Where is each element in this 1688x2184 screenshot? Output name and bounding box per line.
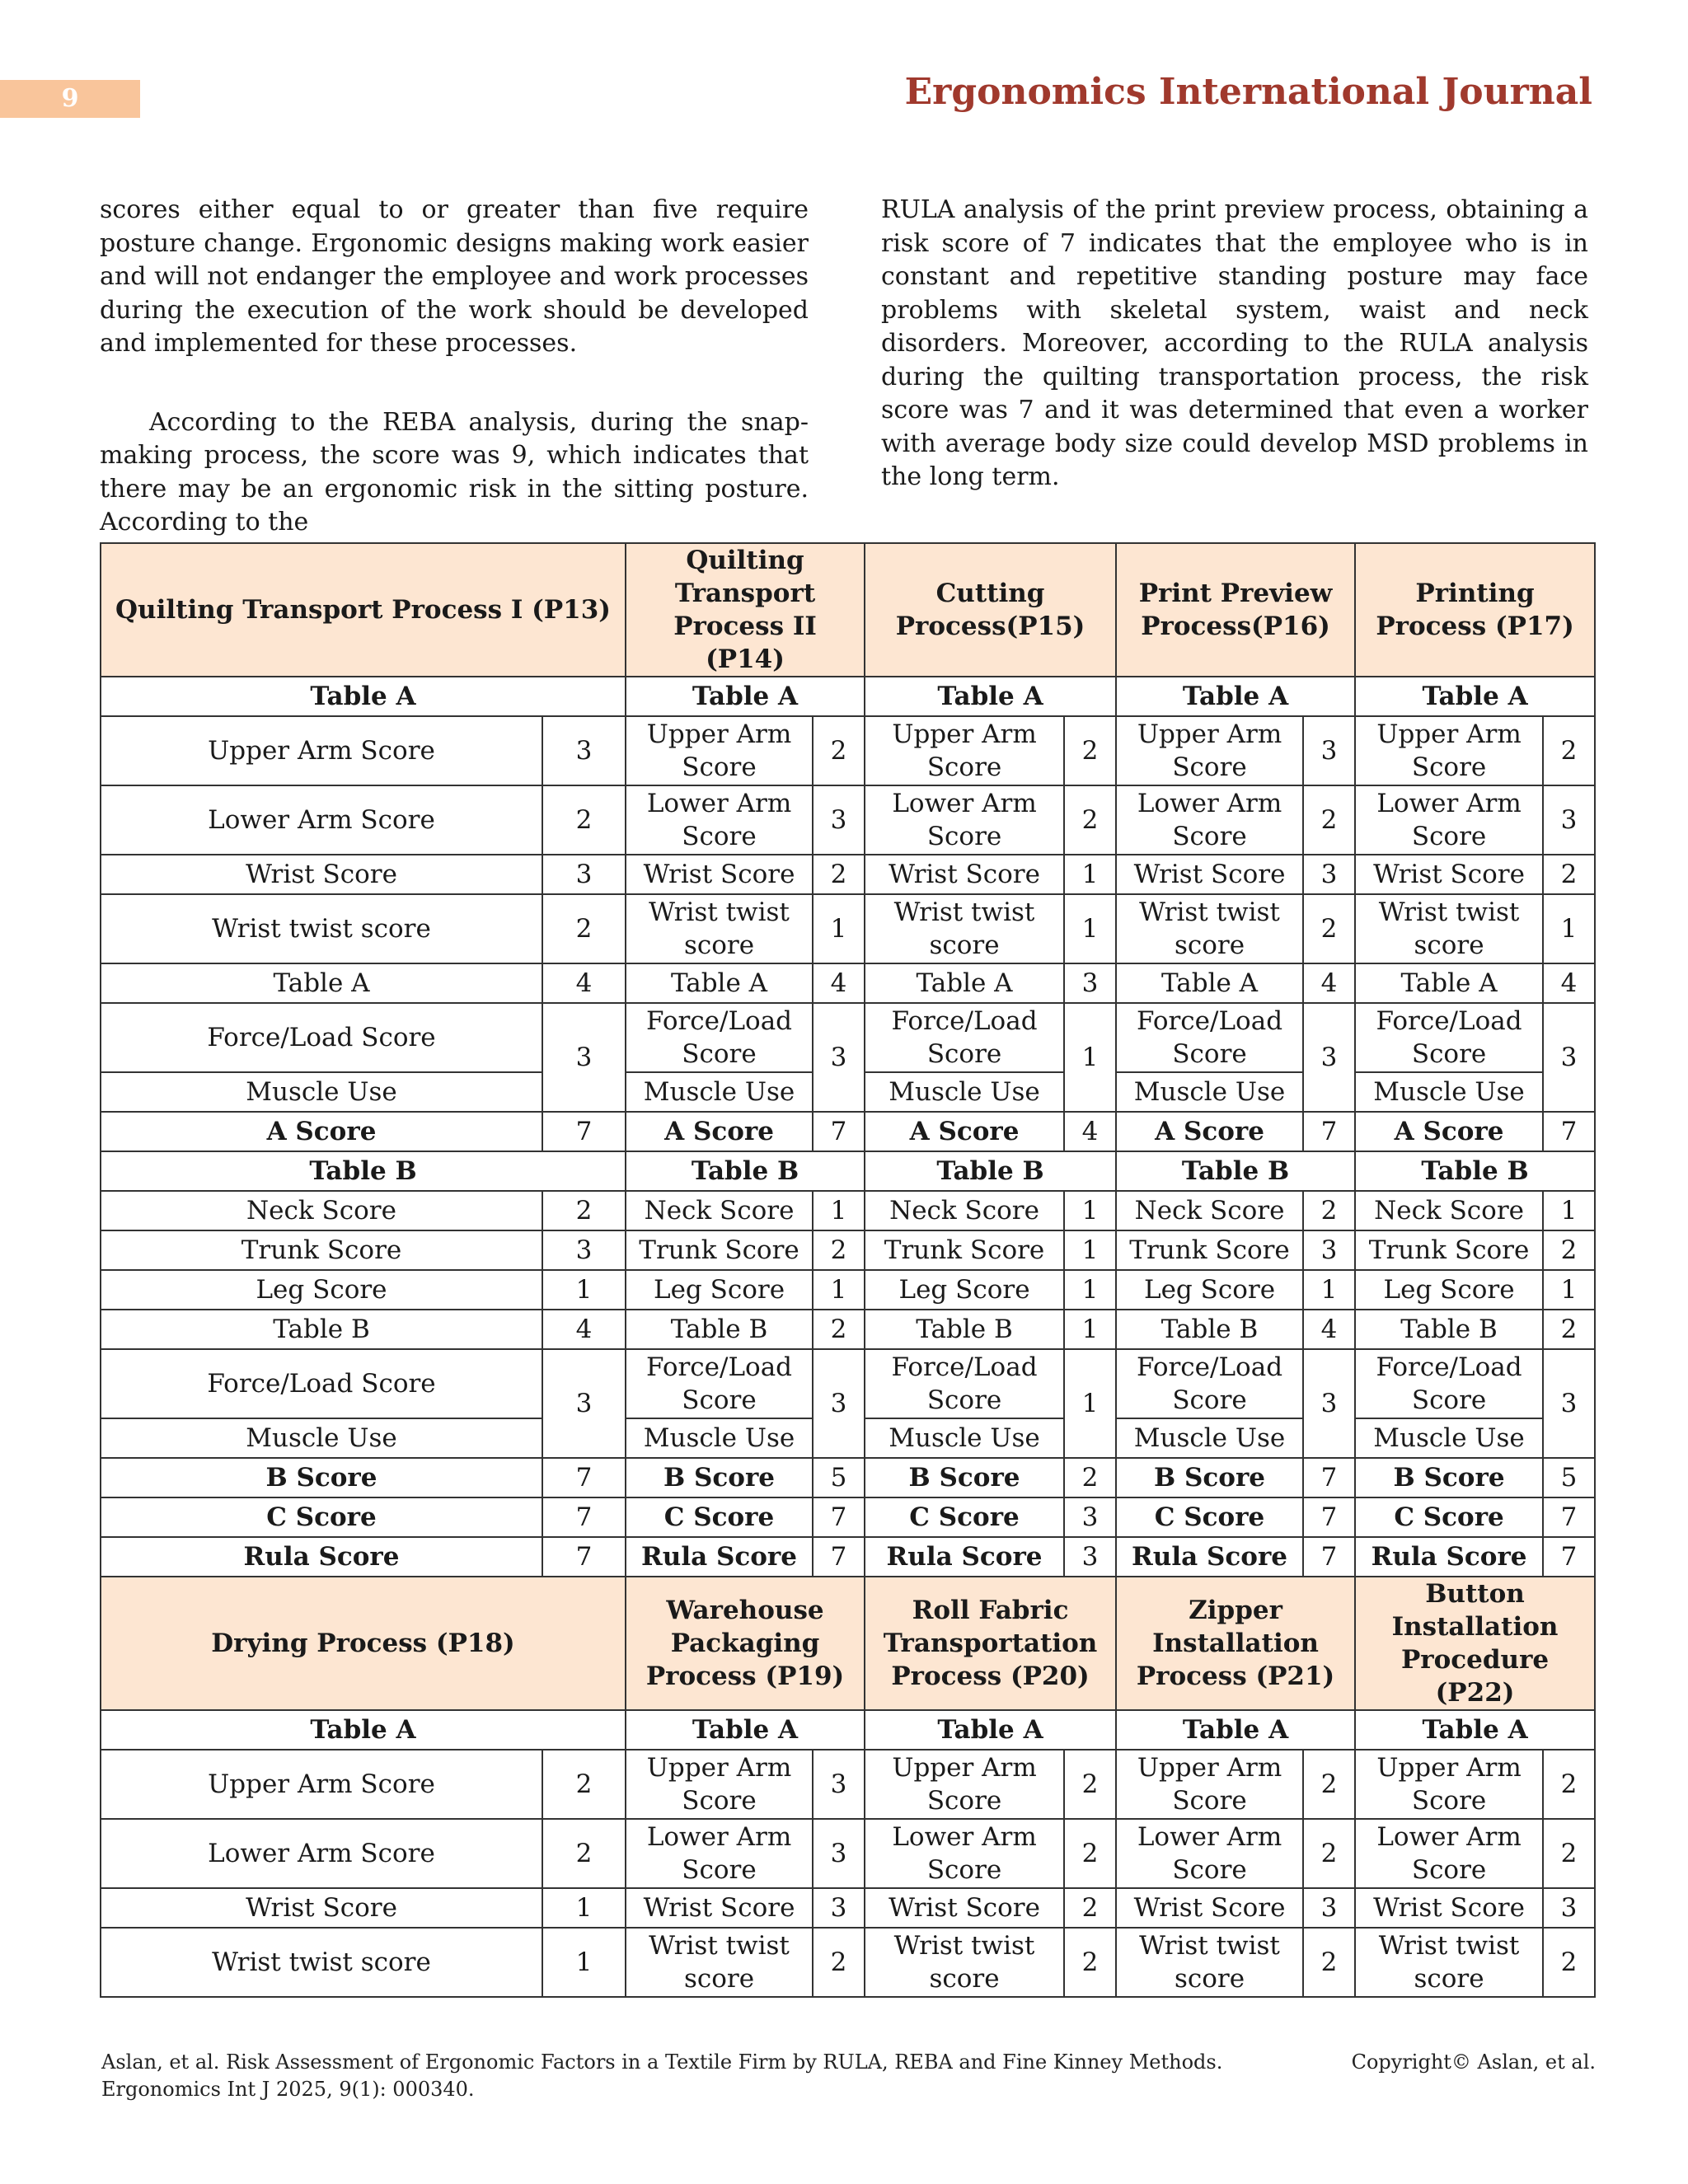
score-value: 1: [542, 1888, 626, 1928]
table-row: [101, 677, 1595, 716]
score-value: 3: [1064, 1497, 1116, 1537]
score-value: 2: [1303, 1928, 1355, 1997]
score-value: 7: [813, 1497, 865, 1537]
score-label: Table B: [101, 1310, 542, 1349]
score-value: 7: [1303, 1112, 1355, 1151]
score-value: 4: [1303, 1310, 1355, 1349]
score-value: 7: [1303, 1537, 1355, 1577]
score-label: Muscle Use: [865, 1418, 1064, 1458]
footer-copyright: Copyright© Aslan, et al.: [1351, 2050, 1596, 2074]
score-label: Lower Arm Score: [101, 785, 542, 855]
score-label: Neck Score: [1355, 1191, 1543, 1230]
score-value: 3: [1303, 1003, 1355, 1112]
score-value: 3: [1303, 716, 1355, 785]
score-value: 7: [542, 1497, 626, 1537]
score-value: 7: [1543, 1497, 1595, 1537]
score-value: 1: [1543, 1191, 1595, 1230]
score-label: Upper Arm Score: [1116, 1750, 1303, 1819]
process-header: Cutting Process(P15): [865, 543, 1116, 677]
score-label: A Score: [865, 1112, 1064, 1151]
table-row: [101, 1310, 1595, 1349]
score-label: Upper Arm Score: [626, 716, 813, 785]
score-value: 2: [1064, 1458, 1116, 1497]
score-value: 3: [813, 1349, 865, 1458]
score-value: 2: [1303, 1750, 1355, 1819]
table-row: [101, 1458, 1595, 1497]
score-value: 2: [1303, 894, 1355, 963]
score-label: Neck Score: [865, 1191, 1064, 1230]
score-label: Wrist twist score: [1116, 1928, 1303, 1997]
score-value: 2: [542, 1191, 626, 1230]
score-label: Force/Load Score: [865, 1349, 1064, 1418]
score-value: 4: [1064, 1112, 1116, 1151]
table-row: [101, 1928, 1595, 1997]
score-label: Muscle Use: [101, 1072, 542, 1112]
score-label: C Score: [1116, 1497, 1303, 1537]
score-label: Table B: [865, 1310, 1064, 1349]
score-value: 7: [813, 1112, 865, 1151]
table-row: [101, 1888, 1595, 1928]
score-label: Lower Arm Score: [626, 1819, 813, 1888]
score-value: 7: [1303, 1458, 1355, 1497]
score-value: 2: [1303, 785, 1355, 855]
score-label: Trunk Score: [101, 1230, 542, 1270]
score-value: 2: [813, 1310, 865, 1349]
score-label: Table B: [1116, 1310, 1303, 1349]
table-row: [101, 785, 1595, 855]
score-value: 2: [813, 1928, 865, 1997]
score-value: 3: [813, 1003, 865, 1112]
score-label: Rula Score: [1355, 1537, 1543, 1577]
right-column: [881, 194, 1588, 494]
score-label: Upper Arm Score: [1355, 716, 1543, 785]
score-label: A Score: [1116, 1112, 1303, 1151]
score-label: Table A: [865, 963, 1064, 1003]
score-value: 3: [1303, 1349, 1355, 1458]
score-label: Force/Load Score: [101, 1003, 542, 1072]
score-value: 2: [1064, 1928, 1116, 1997]
score-value: 3: [1543, 1349, 1595, 1458]
score-label: Wrist twist score: [1355, 894, 1543, 963]
score-value: 4: [1303, 963, 1355, 1003]
score-value: 3: [542, 1230, 626, 1270]
score-label: Wrist twist score: [865, 894, 1064, 963]
score-label: Muscle Use: [865, 1072, 1064, 1112]
score-label: Muscle Use: [1116, 1072, 1303, 1112]
section-label: Table A: [101, 677, 626, 716]
score-value: 3: [542, 1003, 626, 1112]
section-label: Table A: [1355, 1710, 1595, 1750]
table-row: [101, 963, 1595, 1003]
score-label: Neck Score: [1116, 1191, 1303, 1230]
score-label: Wrist twist score: [865, 1928, 1064, 1997]
score-label: Lower Arm Score: [865, 1819, 1064, 1888]
section-label: Table A: [865, 677, 1116, 716]
score-label: Wrist Score: [626, 1888, 813, 1928]
score-label: C Score: [1355, 1497, 1543, 1537]
score-label: Muscle Use: [1355, 1418, 1543, 1458]
score-value: 2: [1303, 1819, 1355, 1888]
score-label: B Score: [1355, 1458, 1543, 1497]
table-row: [101, 1230, 1595, 1270]
score-value: 2: [542, 1819, 626, 1888]
score-value: 3: [1543, 1888, 1595, 1928]
score-label: Force/Load Score: [101, 1349, 542, 1418]
score-label: Wrist twist score: [626, 894, 813, 963]
score-value: 7: [1543, 1112, 1595, 1151]
score-value: 3: [1543, 785, 1595, 855]
journal-title: Ergonomics International Journal: [904, 71, 1592, 113]
body-paragraph: RULA analysis of the print preview process, obtaining a risk score of 7 indicates that the employee who is in constant and repetitive standing posture may face problems with skeletal system, waist and neck disorders. Moreover, according to the RULA analysis during the quilting transportation process, the risk score was 7 and it was determined that even a worker with average body size could develop MSD problems in the long term.: [881, 195, 1588, 491]
score-value: 1: [1064, 1270, 1116, 1310]
score-label: Force/Load Score: [626, 1003, 813, 1072]
score-label: B Score: [1116, 1458, 1303, 1497]
score-label: Upper Arm Score: [1116, 716, 1303, 785]
score-value: 2: [542, 785, 626, 855]
score-value: 5: [1543, 1458, 1595, 1497]
score-label: Lower Arm Score: [1116, 1819, 1303, 1888]
table-row: [101, 855, 1595, 894]
citation-text: Aslan, et al. Risk Assessment of Ergonomic Factors in a Textile Firm by RULA, REBA and Fine Kinney Methods.: [101, 2050, 1223, 2074]
score-label: Force/Load Score: [1116, 1349, 1303, 1418]
score-label: Force/Load Score: [865, 1003, 1064, 1072]
score-label: Lower Arm Score: [1355, 1819, 1543, 1888]
journal-reference: Ergonomics Int J 2025, 9(1): 000340.: [101, 2078, 475, 2101]
score-value: 3: [542, 855, 626, 894]
process-header: Warehouse Packaging Process (P19): [626, 1577, 865, 1710]
score-value: 1: [1064, 1191, 1116, 1230]
score-value: 1: [1064, 1349, 1116, 1458]
score-value: 4: [1543, 963, 1595, 1003]
score-label: Muscle Use: [1355, 1072, 1543, 1112]
score-label: Rula Score: [101, 1537, 542, 1577]
score-value: 2: [542, 894, 626, 963]
process-header: Printing Process (P17): [1355, 543, 1595, 677]
page-number: 9: [0, 80, 140, 118]
score-label: Lower Arm Score: [1116, 785, 1303, 855]
score-label: Upper Arm Score: [865, 716, 1064, 785]
score-value: 1: [1064, 855, 1116, 894]
score-label: Upper Arm Score: [101, 1750, 542, 1819]
score-value: 4: [542, 1310, 626, 1349]
table-row: [101, 1003, 1595, 1072]
score-label: B Score: [626, 1458, 813, 1497]
table-row: [101, 1537, 1595, 1577]
score-label: Muscle Use: [101, 1418, 542, 1458]
score-label: Table A: [101, 963, 542, 1003]
score-label: C Score: [865, 1497, 1064, 1537]
score-value: 2: [1543, 1310, 1595, 1349]
score-label: B Score: [865, 1458, 1064, 1497]
score-label: Trunk Score: [626, 1230, 813, 1270]
left-column: [100, 194, 809, 540]
score-value: 1: [1064, 1003, 1116, 1112]
process-header: Drying Process (P18): [101, 1577, 626, 1710]
table-row: [101, 1112, 1595, 1151]
score-label: Leg Score: [865, 1270, 1064, 1310]
score-label: C Score: [101, 1497, 542, 1537]
table-row: [101, 1349, 1595, 1418]
score-label: Leg Score: [1355, 1270, 1543, 1310]
score-label: Force/Load Score: [626, 1349, 813, 1418]
score-label: Wrist Score: [865, 855, 1064, 894]
score-label: Muscle Use: [626, 1418, 813, 1458]
score-value: 3: [542, 1349, 626, 1458]
table-row: [101, 1710, 1595, 1750]
process-header: Quilting Transport Process I (P13): [101, 543, 626, 677]
score-label: Wrist Score: [101, 1888, 542, 1928]
score-label: Wrist Score: [1355, 1888, 1543, 1928]
score-label: Lower Arm Score: [101, 1819, 542, 1888]
score-value: 2: [813, 855, 865, 894]
section-label: Table B: [1116, 1151, 1355, 1191]
process-header: Quilting Transport Process II (P14): [626, 543, 865, 677]
score-value: 7: [1543, 1537, 1595, 1577]
score-label: Leg Score: [101, 1270, 542, 1310]
ergonomic-score-table: [100, 542, 1596, 1998]
score-value: 2: [1064, 1750, 1116, 1819]
score-value: 2: [1543, 855, 1595, 894]
score-label: Force/Load Score: [1355, 1003, 1543, 1072]
table-row: [101, 1270, 1595, 1310]
score-value: 2: [542, 1750, 626, 1819]
table-row: [101, 1151, 1595, 1191]
score-label: Table B: [626, 1310, 813, 1349]
score-value: 1: [1543, 1270, 1595, 1310]
section-label: Table B: [1355, 1151, 1595, 1191]
score-label: A Score: [626, 1112, 813, 1151]
score-value: 3: [813, 1888, 865, 1928]
score-value: 2: [1543, 716, 1595, 785]
section-label: Table A: [1116, 1710, 1355, 1750]
score-label: Wrist Score: [626, 855, 813, 894]
table-row: [101, 1191, 1595, 1230]
score-value: 2: [1303, 1191, 1355, 1230]
score-label: Upper Arm Score: [626, 1750, 813, 1819]
score-value: 3: [1303, 855, 1355, 894]
score-value: 3: [813, 1819, 865, 1888]
table-row: [101, 1750, 1595, 1819]
score-label: Wrist twist score: [626, 1928, 813, 1997]
score-value: 7: [542, 1537, 626, 1577]
score-value: 1: [813, 1191, 865, 1230]
score-value: 1: [1064, 894, 1116, 963]
process-header: Roll Fabric Transportation Process (P20): [865, 1577, 1116, 1710]
score-label: Wrist Score: [1116, 855, 1303, 894]
score-value: 2: [1064, 785, 1116, 855]
score-label: Lower Arm Score: [865, 785, 1064, 855]
score-label: Trunk Score: [1355, 1230, 1543, 1270]
score-label: Muscle Use: [626, 1072, 813, 1112]
score-value: 3: [1064, 963, 1116, 1003]
score-value: 4: [813, 963, 865, 1003]
section-label: Table A: [1116, 677, 1355, 716]
section-label: Table A: [626, 1710, 865, 1750]
section-label: Table A: [1355, 677, 1595, 716]
score-label: C Score: [626, 1497, 813, 1537]
score-value: 3: [1064, 1537, 1116, 1577]
score-value: 1: [1064, 1230, 1116, 1270]
process-header: Print Preview Process(P16): [1116, 543, 1355, 677]
score-value: 3: [813, 1750, 865, 1819]
score-label: Rula Score: [865, 1537, 1064, 1577]
score-label: Muscle Use: [1116, 1418, 1303, 1458]
score-value: 2: [1064, 1819, 1116, 1888]
score-value: 1: [813, 1270, 865, 1310]
score-label: Table B: [1355, 1310, 1543, 1349]
table-row: [101, 1497, 1595, 1537]
section-label: Table B: [865, 1151, 1116, 1191]
score-value: 5: [813, 1458, 865, 1497]
section-label: Table A: [101, 1710, 626, 1750]
score-label: Trunk Score: [1116, 1230, 1303, 1270]
score-value: 2: [813, 1230, 865, 1270]
score-label: Lower Arm Score: [1355, 785, 1543, 855]
score-label: Table A: [1355, 963, 1543, 1003]
score-label: Rula Score: [626, 1537, 813, 1577]
score-label: Wrist Score: [1116, 1888, 1303, 1928]
score-label: A Score: [101, 1112, 542, 1151]
score-label: Neck Score: [101, 1191, 542, 1230]
footer-citation: [101, 2049, 1255, 2103]
score-label: B Score: [101, 1458, 542, 1497]
score-value: 1: [813, 894, 865, 963]
body-paragraph: According to the REBA analysis, during the snap-making process, the score was 9, which indicates that there may be an ergonomic risk in the sitting posture. According to the: [100, 407, 809, 537]
score-value: 3: [1543, 1003, 1595, 1112]
section-label: Table A: [865, 1710, 1116, 1750]
score-label: Table A: [1116, 963, 1303, 1003]
score-value: 2: [1543, 1819, 1595, 1888]
section-label: Table B: [101, 1151, 626, 1191]
body-paragraph: scores either equal to or greater than five require posture change. Ergonomic designs making work easier and will not endanger the employee and work processes during the execution of the work should be developed and implemented for these processes.: [100, 195, 809, 358]
score-label: Upper Arm Score: [101, 716, 542, 785]
score-label: Wrist twist score: [1355, 1928, 1543, 1997]
section-label: Table A: [626, 677, 865, 716]
score-label: Lower Arm Score: [626, 785, 813, 855]
score-label: Wrist Score: [865, 1888, 1064, 1928]
table-row: [101, 1577, 1595, 1710]
score-value: 1: [1064, 1310, 1116, 1349]
score-value: 2: [1543, 1230, 1595, 1270]
process-header: Button Installation Procedure (P22): [1355, 1577, 1595, 1710]
score-value: 1: [1543, 894, 1595, 963]
table-row: [101, 716, 1595, 785]
table-row: [101, 543, 1595, 677]
score-value: 2: [813, 716, 865, 785]
score-value: 1: [542, 1270, 626, 1310]
score-label: Trunk Score: [865, 1230, 1064, 1270]
score-value: 2: [1543, 1750, 1595, 1819]
table-row: [101, 1819, 1595, 1888]
score-label: Wrist Score: [1355, 855, 1543, 894]
score-label: Neck Score: [626, 1191, 813, 1230]
score-value: 7: [542, 1458, 626, 1497]
score-label: A Score: [1355, 1112, 1543, 1151]
section-label: Table B: [626, 1151, 865, 1191]
score-value: 7: [1303, 1497, 1355, 1537]
score-value: 7: [813, 1537, 865, 1577]
score-value: 1: [1303, 1270, 1355, 1310]
score-value: 2: [1064, 1888, 1116, 1928]
score-value: 4: [542, 963, 626, 1003]
score-value: 3: [542, 716, 626, 785]
table-row: [101, 894, 1595, 963]
score-label: Table A: [626, 963, 813, 1003]
score-value: 3: [813, 785, 865, 855]
score-label: Rula Score: [1116, 1537, 1303, 1577]
score-label: Leg Score: [626, 1270, 813, 1310]
score-value: 3: [1303, 1230, 1355, 1270]
score-label: Wrist Score: [101, 855, 542, 894]
score-value: 2: [1543, 1928, 1595, 1997]
score-label: Wrist twist score: [1116, 894, 1303, 963]
score-value: 7: [542, 1112, 626, 1151]
score-label: Force/Load Score: [1355, 1349, 1543, 1418]
score-label: Leg Score: [1116, 1270, 1303, 1310]
score-value: 3: [1303, 1888, 1355, 1928]
score-value: 1: [542, 1928, 626, 1997]
score-label: Wrist twist score: [101, 1928, 542, 1997]
score-value: 2: [1064, 716, 1116, 785]
process-header: Zipper Installation Process (P21): [1116, 1577, 1355, 1710]
score-label: Force/Load Score: [1116, 1003, 1303, 1072]
score-label: Wrist twist score: [101, 894, 542, 963]
score-label: Upper Arm Score: [1355, 1750, 1543, 1819]
score-label: Upper Arm Score: [865, 1750, 1064, 1819]
